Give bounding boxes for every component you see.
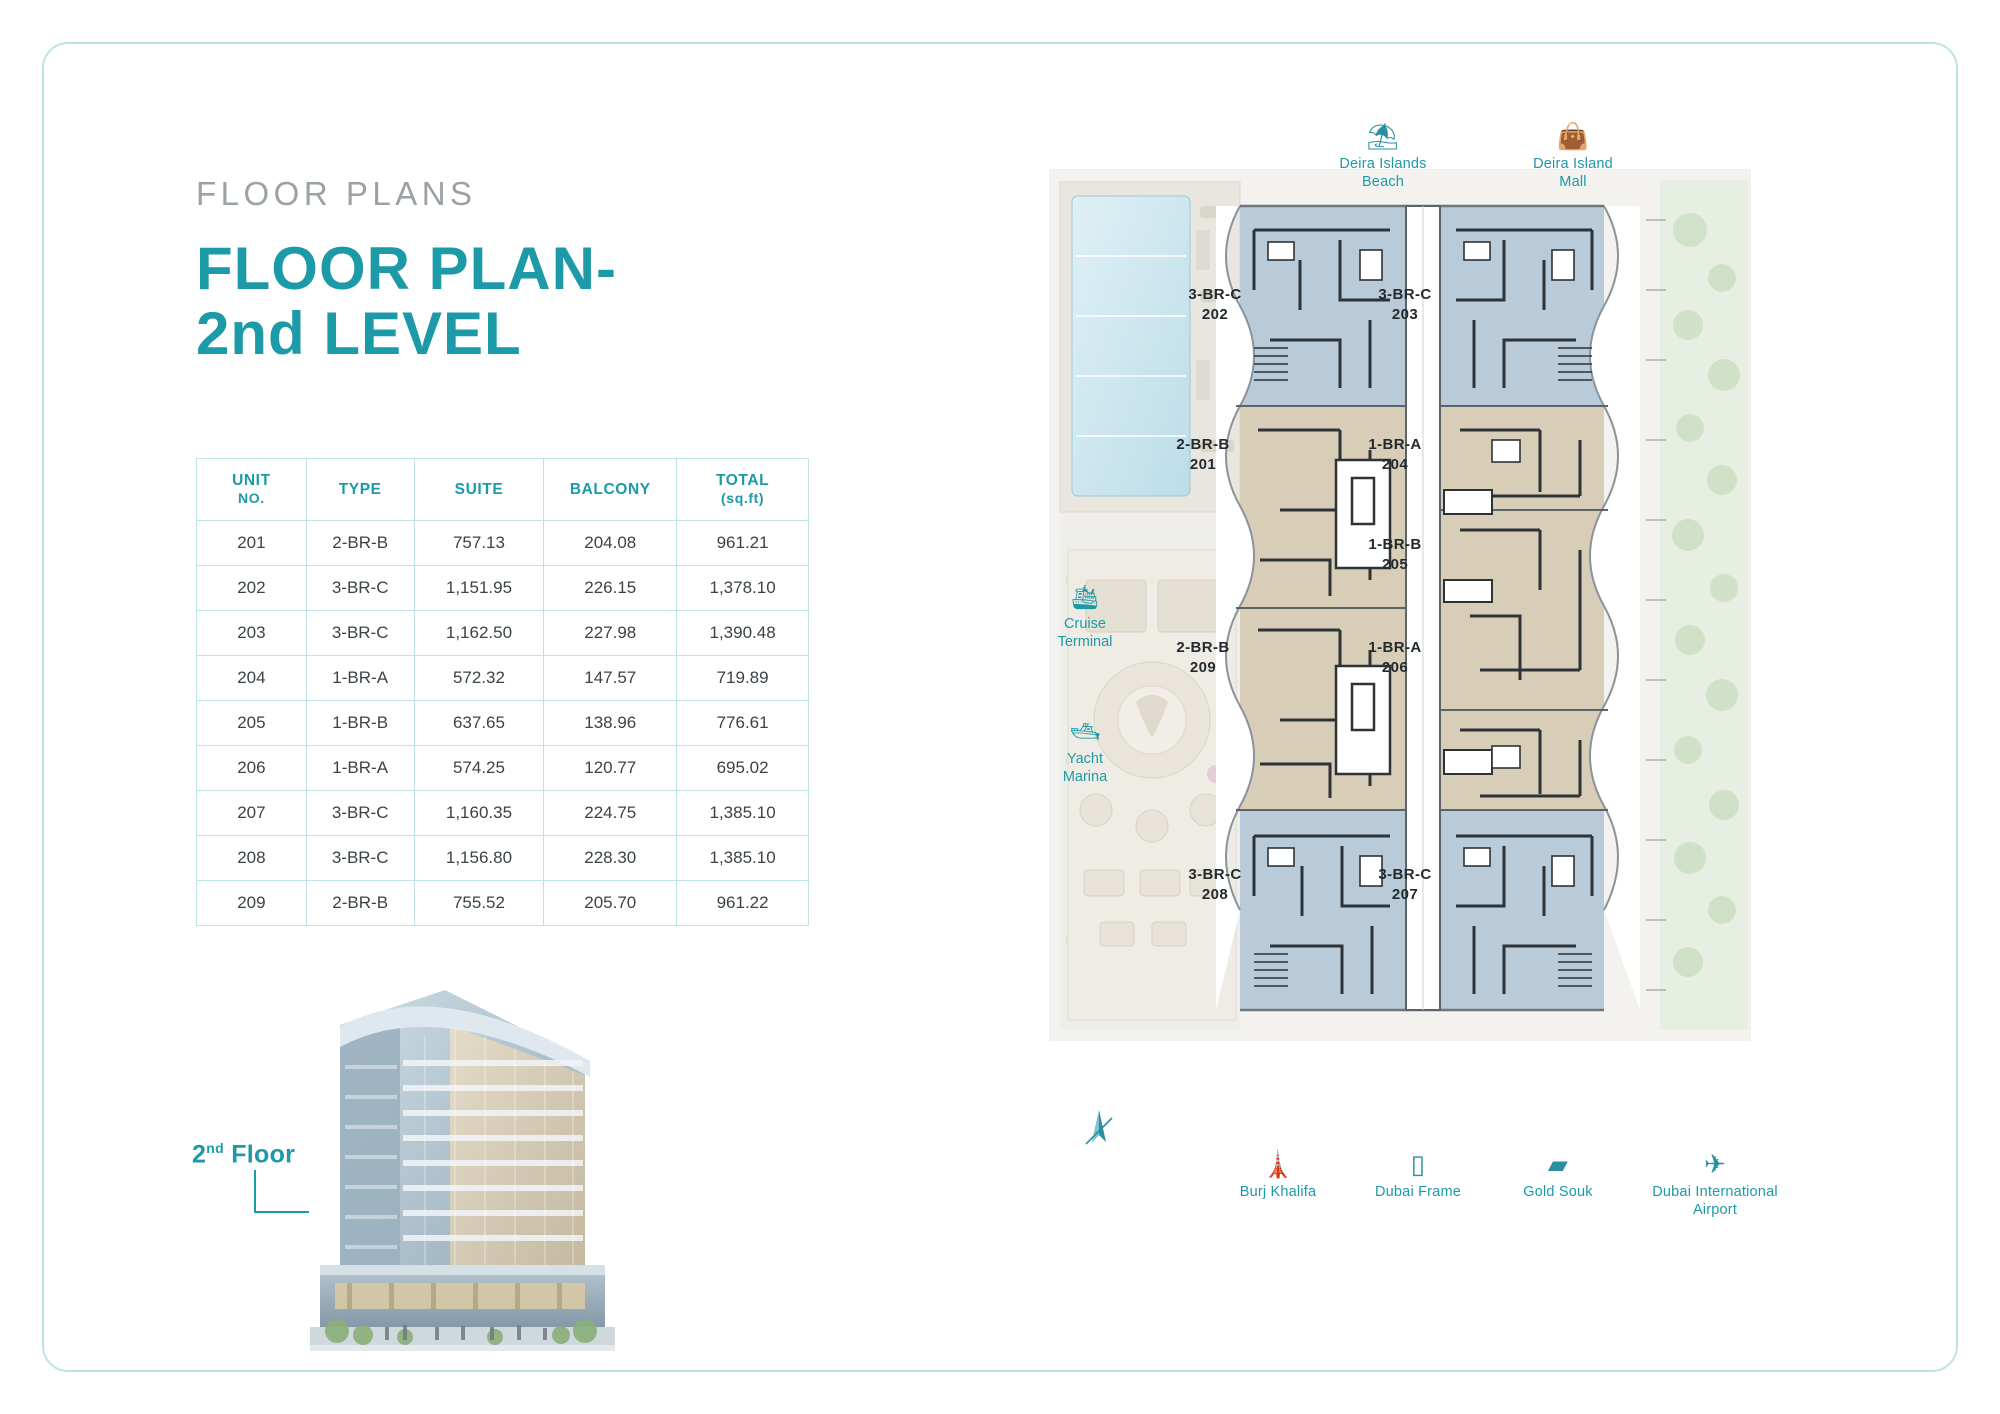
airplane-icon: ✈ xyxy=(1704,1149,1726,1179)
poi-dubai-international-airport xyxy=(1630,1150,1800,1219)
cell-total: 961.22 xyxy=(677,881,809,926)
unit-tag-201-number: 201 xyxy=(1189,456,1217,474)
unit-tag-202-number: 202 xyxy=(1201,306,1229,324)
header-total xyxy=(677,459,809,521)
poi-dubai-airport-line2: Airport xyxy=(1692,1202,1738,1219)
cell-balcony: 204.08 xyxy=(544,521,677,566)
header-type: TYPE xyxy=(306,459,414,521)
building-illustration xyxy=(285,965,685,1365)
cell-balcony: 205.70 xyxy=(544,881,677,926)
page-title-line1: FLOOR PLAN- xyxy=(196,235,617,302)
cell-balcony: 120.77 xyxy=(544,746,677,791)
cell-type: 1-BR-A xyxy=(306,656,414,701)
poi-gold-souk-label: Gold Souk xyxy=(1523,1184,1593,1200)
cell-suite: 1,151.95 xyxy=(414,566,544,611)
poi-deira-island-mall xyxy=(1508,122,1638,191)
floor-callout-ordinal: 2 xyxy=(192,1140,207,1169)
shopping-bag-icon: 👜 xyxy=(1556,121,1590,151)
table-header xyxy=(197,459,809,521)
cell-suite: 1,156.80 xyxy=(414,836,544,881)
cruise-ship-icon: 🛳 xyxy=(1069,584,1101,611)
cell-type: 2-BR-B xyxy=(306,881,414,926)
dubai-frame-icon: ▯ xyxy=(1410,1149,1426,1179)
poi-gold-souk xyxy=(1488,1150,1628,1201)
table-row xyxy=(197,701,809,746)
cell-balcony: 226.15 xyxy=(544,566,677,611)
unit-tag-205-number: 205 xyxy=(1381,556,1409,574)
unit-tag-204-type: 1-BR-A xyxy=(1368,436,1422,453)
poi-cruise-terminal xyxy=(1030,585,1140,651)
table-row xyxy=(197,791,809,836)
cell-unit: 205 xyxy=(197,701,307,746)
poi-deira-islands-beach xyxy=(1318,122,1448,191)
unit-tag-202 xyxy=(1160,285,1270,326)
cell-suite: 637.65 xyxy=(414,701,544,746)
unit-tag-202-type: 3-BR-C xyxy=(1188,286,1242,303)
cell-unit: 203 xyxy=(197,611,307,656)
cell-type: 3-BR-C xyxy=(306,611,414,656)
unit-tag-205 xyxy=(1340,535,1450,576)
poi-dubai-airport-line1: Dubai International xyxy=(1652,1184,1778,1200)
table-row xyxy=(197,521,809,566)
cell-type: 3-BR-C xyxy=(306,836,414,881)
cell-type: 2-BR-B xyxy=(306,521,414,566)
cell-unit: 204 xyxy=(197,656,307,701)
header-unit xyxy=(197,459,307,521)
poi-deira-island-mall-line2: Mall xyxy=(1559,174,1587,191)
poi-cruise-terminal-line2: Terminal xyxy=(1057,634,1113,651)
poi-yacht-marina-line2: Marina xyxy=(1062,769,1108,786)
unit-tag-208-type: 3-BR-C xyxy=(1188,866,1242,883)
unit-tag-207-number: 207 xyxy=(1391,886,1419,904)
unit-tag-203 xyxy=(1350,285,1460,326)
table-row xyxy=(197,836,809,881)
unit-tag-205-type: 1-BR-B xyxy=(1368,536,1422,553)
unit-tag-208-number: 208 xyxy=(1201,886,1229,904)
header-unit-main: UNIT xyxy=(232,472,271,490)
unit-tag-203-type: 3-BR-C xyxy=(1378,286,1432,303)
cell-unit: 202 xyxy=(197,566,307,611)
cell-total: 1,390.48 xyxy=(677,611,809,656)
table-row xyxy=(197,566,809,611)
unit-tag-201 xyxy=(1148,435,1258,476)
cell-suite: 755.52 xyxy=(414,881,544,926)
table-row xyxy=(197,881,809,926)
header-suite: SUITE xyxy=(414,459,544,521)
floor-plan-drawing xyxy=(1040,110,1920,1320)
table-body xyxy=(197,521,809,926)
header-total-sub: (sq.ft) xyxy=(721,490,765,507)
eyebrow-label: FLOOR PLANS xyxy=(196,175,477,212)
poi-dubai-frame xyxy=(1348,1150,1488,1201)
unit-tag-207 xyxy=(1350,865,1460,906)
poi-deira-islands-beach-line1: Deira Islands xyxy=(1339,156,1427,172)
cell-total: 1,378.10 xyxy=(677,566,809,611)
poi-yacht-marina-line1: Yacht xyxy=(1066,751,1103,767)
cell-suite: 757.13 xyxy=(414,521,544,566)
unit-tag-209-number: 209 xyxy=(1189,659,1217,677)
cell-type: 3-BR-C xyxy=(306,791,414,836)
cell-balcony: 228.30 xyxy=(544,836,677,881)
cell-unit: 208 xyxy=(197,836,307,881)
cell-unit: 206 xyxy=(197,746,307,791)
unit-tag-206-type: 1-BR-A xyxy=(1368,639,1422,656)
floor-callout-sup: nd xyxy=(206,1140,224,1156)
compass-icon xyxy=(1082,1108,1116,1148)
cell-suite: 1,162.50 xyxy=(414,611,544,656)
cell-unit: 201 xyxy=(197,521,307,566)
cell-type: 1-BR-B xyxy=(306,701,414,746)
poi-burj-khalifa-label: Burj Khalifa xyxy=(1239,1184,1317,1200)
cell-unit: 207 xyxy=(197,791,307,836)
beach-umbrella-icon: ⛱ xyxy=(1366,121,1400,151)
unit-tag-201-type: 2-BR-B xyxy=(1176,436,1230,453)
unit-tag-208 xyxy=(1160,865,1270,906)
heading-block xyxy=(196,175,856,367)
burj-khalifa-icon: 🗼 xyxy=(1261,1149,1295,1179)
cell-type: 1-BR-A xyxy=(306,746,414,791)
cell-total: 719.89 xyxy=(677,656,809,701)
floor-callout-text: Floor xyxy=(231,1140,296,1169)
cell-balcony: 147.57 xyxy=(544,656,677,701)
poi-deira-island-mall-line1: Deira Island xyxy=(1533,156,1613,172)
unit-tag-204 xyxy=(1340,435,1450,476)
header-total-main: TOTAL xyxy=(715,472,770,490)
table-row xyxy=(197,746,809,791)
cell-total: 695.02 xyxy=(677,746,809,791)
cell-balcony: 227.98 xyxy=(544,611,677,656)
unit-tag-206-number: 206 xyxy=(1381,659,1409,677)
yacht-icon: 🛥 xyxy=(1069,719,1101,746)
header-balcony: BALCONY xyxy=(544,459,677,521)
table-row xyxy=(197,656,809,701)
cell-suite: 574.25 xyxy=(414,746,544,791)
building-render xyxy=(285,965,685,1365)
cell-total: 1,385.10 xyxy=(677,836,809,881)
cell-total: 776.61 xyxy=(677,701,809,746)
page-title-line2: 2nd LEVEL xyxy=(196,299,522,367)
header-unit-sub: NO. xyxy=(238,490,265,507)
poi-deira-islands-beach-line2: Beach xyxy=(1361,174,1405,191)
cell-suite: 1,160.35 xyxy=(414,791,544,836)
gold-bars-icon: ▰ xyxy=(1547,1149,1569,1179)
page-title xyxy=(196,237,856,367)
cell-type: 3-BR-C xyxy=(306,566,414,611)
poi-yacht-marina xyxy=(1030,720,1140,786)
unit-tag-207-type: 3-BR-C xyxy=(1378,866,1432,883)
poi-dubai-frame-label: Dubai Frame xyxy=(1374,1184,1461,1200)
table-header-row xyxy=(197,459,809,521)
unit-tag-209 xyxy=(1148,638,1258,679)
unit-tag-209-type: 2-BR-B xyxy=(1176,639,1230,656)
floor-callout-leader-line xyxy=(253,1168,313,1216)
cell-balcony: 224.75 xyxy=(544,791,677,836)
unit-tag-203-number: 203 xyxy=(1391,306,1419,324)
unit-table xyxy=(196,458,809,926)
cell-total: 1,385.10 xyxy=(677,791,809,836)
cell-total: 961.21 xyxy=(677,521,809,566)
cell-balcony: 138.96 xyxy=(544,701,677,746)
unit-tag-204-number: 204 xyxy=(1381,456,1409,474)
unit-tag-206 xyxy=(1340,638,1450,679)
cell-suite: 572.32 xyxy=(414,656,544,701)
poi-cruise-terminal-line1: Cruise xyxy=(1064,616,1106,632)
poi-burj-khalifa xyxy=(1208,1150,1348,1201)
cell-unit: 209 xyxy=(197,881,307,926)
floor-callout-label xyxy=(192,1140,295,1169)
table-row xyxy=(197,611,809,656)
